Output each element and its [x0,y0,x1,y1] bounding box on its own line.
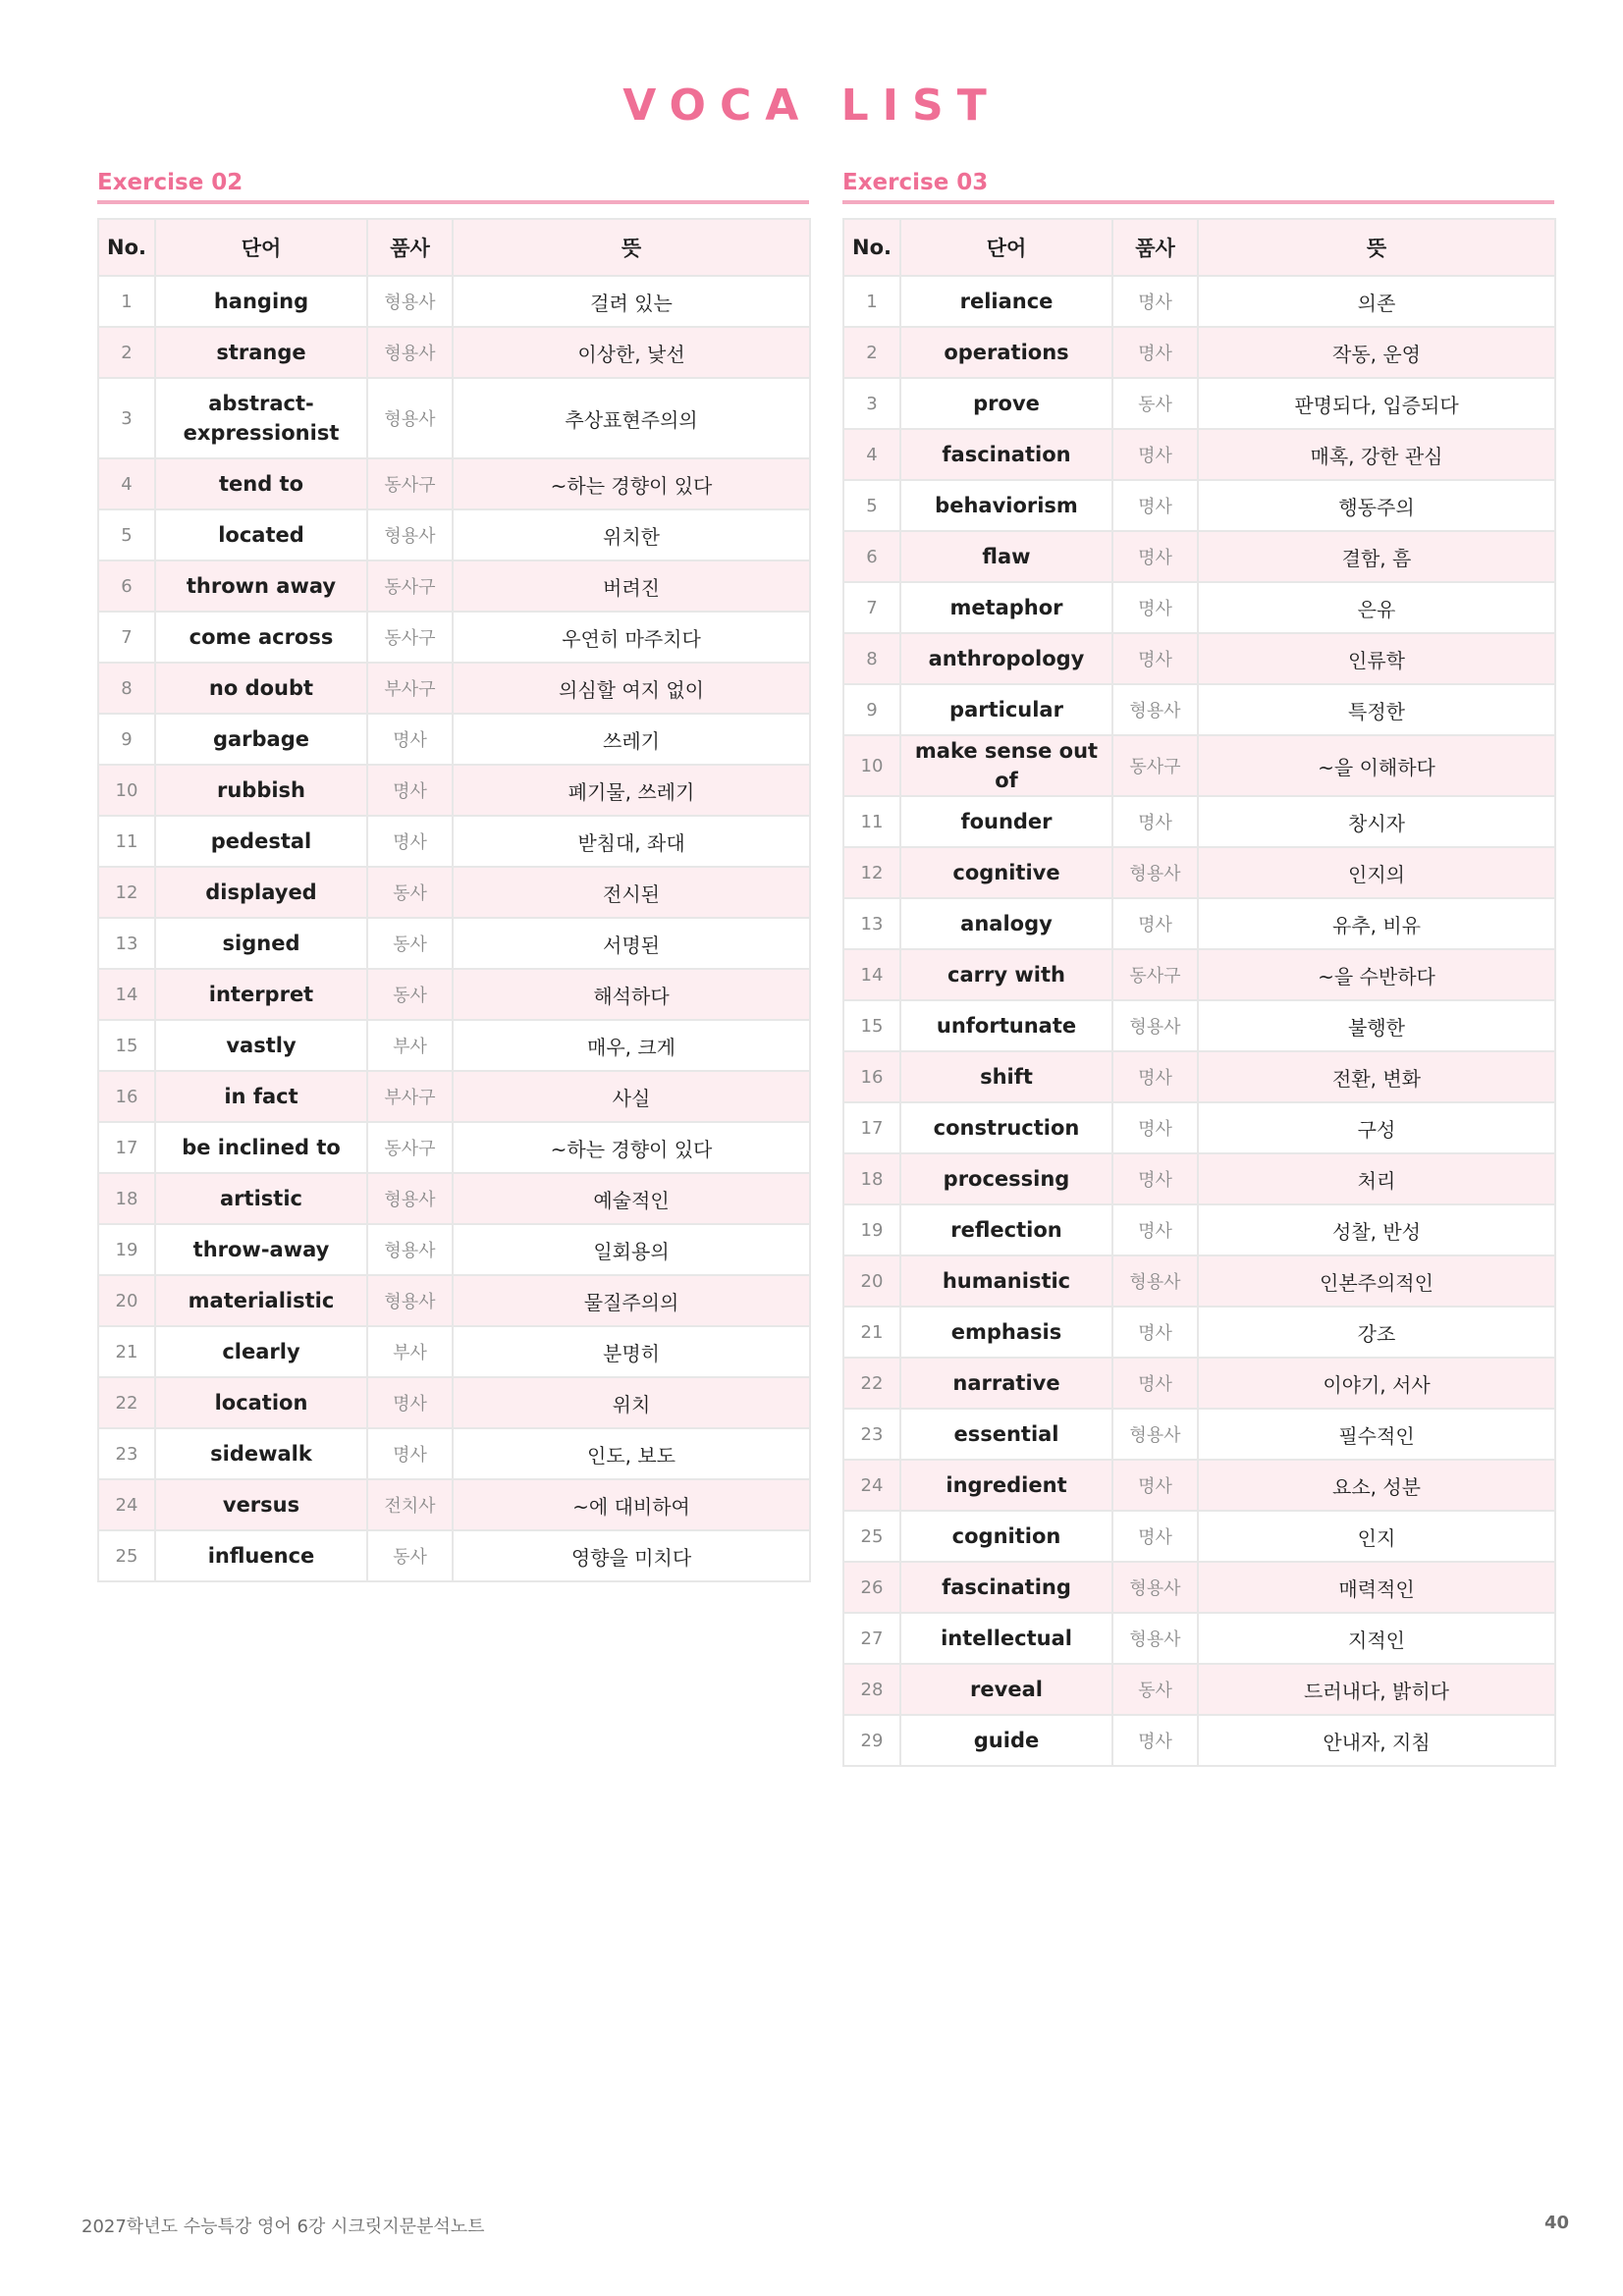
row-number: 23 [843,1409,900,1460]
page-title: VOCA LIST [622,80,1001,131]
row-part-of-speech: 형용사 [1112,847,1198,898]
row-word: intellectual [900,1613,1112,1664]
row-part-of-speech: 명사 [367,1377,453,1428]
row-meaning: 행동주의 [1198,480,1555,531]
row-part-of-speech: 동사 [367,969,453,1020]
row-meaning: 특정한 [1198,684,1555,735]
table-row [843,1562,1555,1613]
row-word: flaw [900,531,1112,582]
table-row [843,1460,1555,1511]
row-meaning: 성찰, 반성 [1198,1204,1555,1255]
row-number: 19 [843,1204,900,1255]
row-number: 17 [98,1122,155,1173]
table-row [843,429,1555,480]
row-number: 5 [98,509,155,561]
table-row [843,796,1555,847]
row-meaning: ~하는 경향이 있다 [453,458,810,509]
row-meaning: 판명되다, 입증되다 [1198,378,1555,429]
row-meaning: 예술적인 [453,1173,810,1224]
table-row [843,1409,1555,1460]
row-meaning: 위치 [453,1377,810,1428]
row-meaning: 강조 [1198,1307,1555,1358]
row-meaning: 걸려 있는 [453,276,810,327]
row-word: analogy [900,898,1112,949]
table-row [98,1020,810,1071]
row-part-of-speech: 명사 [1112,1511,1198,1562]
row-meaning: 의존 [1198,276,1555,327]
row-word: located [155,509,367,561]
row-number: 16 [98,1071,155,1122]
row-word: essential [900,1409,1112,1460]
row-part-of-speech: 동사구 [367,1122,453,1173]
row-part-of-speech: 동사구 [1112,949,1198,1000]
row-part-of-speech: 명사 [1112,276,1198,327]
table-row [98,509,810,561]
header-meaning: 뜻 [1198,219,1555,276]
row-part-of-speech: 명사 [1112,582,1198,633]
table-row [98,276,810,327]
row-number: 28 [843,1664,900,1715]
table-row [98,1224,810,1275]
row-word: displayed [155,867,367,918]
row-part-of-speech: 명사 [1112,1715,1198,1766]
row-number: 12 [98,867,155,918]
row-number: 18 [98,1173,155,1224]
row-word: thrown away [155,561,367,612]
row-part-of-speech: 명사 [1112,1102,1198,1153]
row-number: 16 [843,1051,900,1102]
row-number: 9 [843,684,900,735]
row-meaning: ~에 대비하여 [453,1479,810,1530]
row-part-of-speech: 동사 [1112,1664,1198,1715]
row-word: cognition [900,1511,1112,1562]
table-row [98,918,810,969]
table-header-row [98,219,810,276]
row-meaning: 쓰레기 [453,714,810,765]
row-meaning: 사실 [453,1071,810,1122]
row-meaning: 은유 [1198,582,1555,633]
row-word: humanistic [900,1255,1112,1307]
table-row [843,949,1555,1000]
row-part-of-speech: 형용사 [367,378,453,458]
row-number: 9 [98,714,155,765]
row-part-of-speech: 형용사 [1112,1000,1198,1051]
row-number: 8 [843,633,900,684]
table-row [843,633,1555,684]
row-part-of-speech: 전치사 [367,1479,453,1530]
row-meaning: 의심할 여지 없이 [453,663,810,714]
row-word: emphasis [900,1307,1112,1358]
row-number: 1 [843,276,900,327]
row-meaning: 영향을 미치다 [453,1530,810,1581]
header-word: 단어 [155,219,367,276]
row-part-of-speech: 부사구 [367,663,453,714]
row-part-of-speech: 형용사 [367,509,453,561]
row-meaning: 창시자 [1198,796,1555,847]
row-meaning: 매력적인 [1198,1562,1555,1613]
table-row [98,612,810,663]
row-meaning: 우연히 마주치다 [453,612,810,663]
row-number: 27 [843,1613,900,1664]
row-meaning: 물질주의의 [453,1275,810,1326]
row-number: 4 [843,429,900,480]
table-row [843,1204,1555,1255]
row-word: no doubt [155,663,367,714]
row-word: operations [900,327,1112,378]
exercise-03-title: Exercise 03 [842,165,1554,204]
row-part-of-speech: 명사 [367,1428,453,1479]
row-number: 14 [843,949,900,1000]
row-number: 19 [98,1224,155,1275]
table-row [843,1051,1555,1102]
row-meaning: ~을 수반하다 [1198,949,1555,1000]
row-word: sidewalk [155,1428,367,1479]
row-word: metaphor [900,582,1112,633]
row-number: 14 [98,969,155,1020]
row-part-of-speech: 형용사 [1112,1255,1198,1307]
row-meaning: 인도, 보도 [453,1428,810,1479]
row-part-of-speech: 형용사 [1112,684,1198,735]
row-word: reveal [900,1664,1112,1715]
row-part-of-speech: 부사 [367,1326,453,1377]
row-word: rubbish [155,765,367,816]
row-number: 24 [98,1479,155,1530]
table-row [98,327,810,378]
row-meaning: 매우, 크게 [453,1020,810,1071]
row-word: anthropology [900,633,1112,684]
table-row [98,1479,810,1530]
header-meaning: 뜻 [453,219,810,276]
table-row [843,1715,1555,1766]
row-meaning: 불행한 [1198,1000,1555,1051]
table-row [98,969,810,1020]
row-word: vastly [155,1020,367,1071]
row-number: 2 [843,327,900,378]
row-meaning: 해석하다 [453,969,810,1020]
row-meaning: 요소, 성분 [1198,1460,1555,1511]
table-row [98,1275,810,1326]
row-word: prove [900,378,1112,429]
table-row [843,1000,1555,1051]
row-meaning: 지적인 [1198,1613,1555,1664]
row-part-of-speech: 명사 [1112,1204,1198,1255]
row-number: 6 [98,561,155,612]
row-word: make sense out of [900,735,1112,796]
row-word: hanging [155,276,367,327]
row-number: 13 [843,898,900,949]
row-part-of-speech: 명사 [1112,1358,1198,1409]
table-row [843,480,1555,531]
row-number: 3 [843,378,900,429]
row-word: reflection [900,1204,1112,1255]
table-row [98,1071,810,1122]
row-number: 11 [98,816,155,867]
row-meaning: 인지 [1198,1511,1555,1562]
row-part-of-speech: 동사구 [367,612,453,663]
row-number: 8 [98,663,155,714]
table-row [843,327,1555,378]
row-meaning: 작동, 운영 [1198,327,1555,378]
row-number: 13 [98,918,155,969]
exercise-03-rows [843,276,1555,1766]
table-row [843,378,1555,429]
row-part-of-speech: 명사 [1112,531,1198,582]
exercise-02-section [97,165,809,1582]
page-number: 40 [1543,2213,1569,2233]
row-meaning: 추상표현주의의 [453,378,810,458]
row-part-of-speech: 명사 [1112,633,1198,684]
row-number: 15 [843,1000,900,1051]
row-part-of-speech: 명사 [1112,480,1198,531]
table-row [843,1307,1555,1358]
table-row [843,1153,1555,1204]
row-part-of-speech: 형용사 [1112,1562,1198,1613]
row-meaning: ~을 이해하다 [1198,735,1555,796]
row-number: 4 [98,458,155,509]
row-part-of-speech: 부사구 [367,1071,453,1122]
row-part-of-speech: 형용사 [367,1224,453,1275]
row-part-of-speech: 부사 [367,1020,453,1071]
row-number: 20 [98,1275,155,1326]
row-word: fascinating [900,1562,1112,1613]
row-part-of-speech: 형용사 [367,327,453,378]
row-word: guide [900,1715,1112,1766]
table-row [843,582,1555,633]
row-number: 3 [98,378,155,458]
row-meaning: 결함, 흠 [1198,531,1555,582]
table-row [843,898,1555,949]
row-number: 22 [98,1377,155,1428]
header-no: No. [843,219,900,276]
row-number: 29 [843,1715,900,1766]
row-meaning: 드러내다, 밝히다 [1198,1664,1555,1715]
row-meaning: 버려진 [453,561,810,612]
table-row [98,765,810,816]
row-meaning: 인본주의적인 [1198,1255,1555,1307]
exercise-02-title: Exercise 02 [97,165,809,204]
row-number: 12 [843,847,900,898]
table-row [98,1326,810,1377]
exercise-03-section [842,165,1554,1767]
header-no: No. [98,219,155,276]
row-word: abstract-expressionist [155,378,367,458]
row-part-of-speech: 형용사 [367,276,453,327]
header-pos: 품사 [1112,219,1198,276]
row-number: 11 [843,796,900,847]
table-row [843,735,1555,796]
table-row [98,714,810,765]
row-part-of-speech: 동사 [367,867,453,918]
table-row [98,1173,810,1224]
row-word: garbage [155,714,367,765]
row-part-of-speech: 명사 [1112,1460,1198,1511]
header-word: 단어 [900,219,1112,276]
exercise-02-table [97,218,811,1582]
row-number: 6 [843,531,900,582]
row-part-of-speech: 명사 [1112,1051,1198,1102]
row-meaning: 받침대, 좌대 [453,816,810,867]
table-row [843,1255,1555,1307]
row-meaning: 폐기물, 쓰레기 [453,765,810,816]
row-word: ingredient [900,1460,1112,1511]
row-number: 24 [843,1460,900,1511]
table-row [843,1511,1555,1562]
row-meaning: 인류학 [1198,633,1555,684]
row-number: 18 [843,1153,900,1204]
row-part-of-speech: 형용사 [367,1173,453,1224]
row-word: signed [155,918,367,969]
table-row [843,276,1555,327]
table-row [98,816,810,867]
row-word: in fact [155,1071,367,1122]
row-number: 21 [98,1326,155,1377]
row-word: interpret [155,969,367,1020]
table-row [843,1613,1555,1664]
row-meaning: 이야기, 서사 [1198,1358,1555,1409]
table-row [843,531,1555,582]
row-part-of-speech: 형용사 [1112,1409,1198,1460]
row-meaning: 분명히 [453,1326,810,1377]
row-part-of-speech: 명사 [1112,1307,1198,1358]
table-row [98,1122,810,1173]
row-part-of-speech: 동사 [1112,378,1198,429]
row-number: 25 [98,1530,155,1581]
row-word: fascination [900,429,1112,480]
row-word: pedestal [155,816,367,867]
table-row [843,1664,1555,1715]
row-meaning: 처리 [1198,1153,1555,1204]
row-meaning: 안내자, 지침 [1198,1715,1555,1766]
row-word: tend to [155,458,367,509]
row-word: versus [155,1479,367,1530]
row-part-of-speech: 동사구 [367,561,453,612]
table-row [98,663,810,714]
row-number: 10 [98,765,155,816]
row-part-of-speech: 동사구 [1112,735,1198,796]
row-part-of-speech: 명사 [367,714,453,765]
row-number: 20 [843,1255,900,1307]
row-word: come across [155,612,367,663]
table-row [843,1358,1555,1409]
row-meaning: 필수적인 [1198,1409,1555,1460]
row-meaning: 매혹, 강한 관심 [1198,429,1555,480]
table-row [98,1428,810,1479]
row-word: particular [900,684,1112,735]
row-part-of-speech: 형용사 [367,1275,453,1326]
row-meaning: 전환, 변화 [1198,1051,1555,1102]
row-number: 7 [98,612,155,663]
row-number: 5 [843,480,900,531]
table-row [98,1377,810,1428]
row-meaning: 구성 [1198,1102,1555,1153]
table-row [98,867,810,918]
row-meaning: 유추, 비유 [1198,898,1555,949]
row-word: influence [155,1530,367,1581]
row-number: 25 [843,1511,900,1562]
row-word: construction [900,1102,1112,1153]
row-meaning: 서명된 [453,918,810,969]
row-part-of-speech: 명사 [1112,327,1198,378]
row-word: processing [900,1153,1112,1204]
row-part-of-speech: 형용사 [1112,1613,1198,1664]
table-row [98,378,810,458]
row-word: founder [900,796,1112,847]
row-number: 2 [98,327,155,378]
row-part-of-speech: 동사구 [367,458,453,509]
table-row [843,684,1555,735]
row-word: shift [900,1051,1112,1102]
row-meaning: 이상한, 낯선 [453,327,810,378]
table-row [98,561,810,612]
row-word: location [155,1377,367,1428]
row-part-of-speech: 명사 [1112,796,1198,847]
row-word: reliance [900,276,1112,327]
row-number: 21 [843,1307,900,1358]
row-part-of-speech: 동사 [367,1530,453,1581]
row-word: be inclined to [155,1122,367,1173]
row-word: narrative [900,1358,1112,1409]
row-number: 15 [98,1020,155,1071]
row-word: behaviorism [900,480,1112,531]
row-word: carry with [900,949,1112,1000]
exercise-03-table [842,218,1556,1767]
row-word: unfortunate [900,1000,1112,1051]
row-meaning: 일회용의 [453,1224,810,1275]
row-part-of-speech: 명사 [1112,1153,1198,1204]
row-word: clearly [155,1326,367,1377]
table-row [843,1102,1555,1153]
row-part-of-speech: 명사 [367,816,453,867]
row-part-of-speech: 명사 [1112,898,1198,949]
row-meaning: 전시된 [453,867,810,918]
row-number: 23 [98,1428,155,1479]
row-number: 10 [843,735,900,796]
row-number: 26 [843,1562,900,1613]
row-number: 17 [843,1102,900,1153]
header-pos: 품사 [367,219,453,276]
row-word: throw-away [155,1224,367,1275]
row-number: 1 [98,276,155,327]
row-word: materialistic [155,1275,367,1326]
table-row [98,458,810,509]
footer-book-title: 2027학년도 수능특강 영어 6강 시크릿지문분석노트 [81,2216,485,2237]
row-meaning: ~하는 경향이 있다 [453,1122,810,1173]
table-row [98,1530,810,1581]
row-meaning: 인지의 [1198,847,1555,898]
table-header-row [843,219,1555,276]
row-word: artistic [155,1173,367,1224]
row-number: 7 [843,582,900,633]
row-word: cognitive [900,847,1112,898]
row-part-of-speech: 동사 [367,918,453,969]
exercise-02-rows [98,276,810,1581]
row-number: 22 [843,1358,900,1409]
row-part-of-speech: 명사 [1112,429,1198,480]
row-part-of-speech: 명사 [367,765,453,816]
table-row [843,847,1555,898]
row-meaning: 위치한 [453,509,810,561]
row-word: strange [155,327,367,378]
